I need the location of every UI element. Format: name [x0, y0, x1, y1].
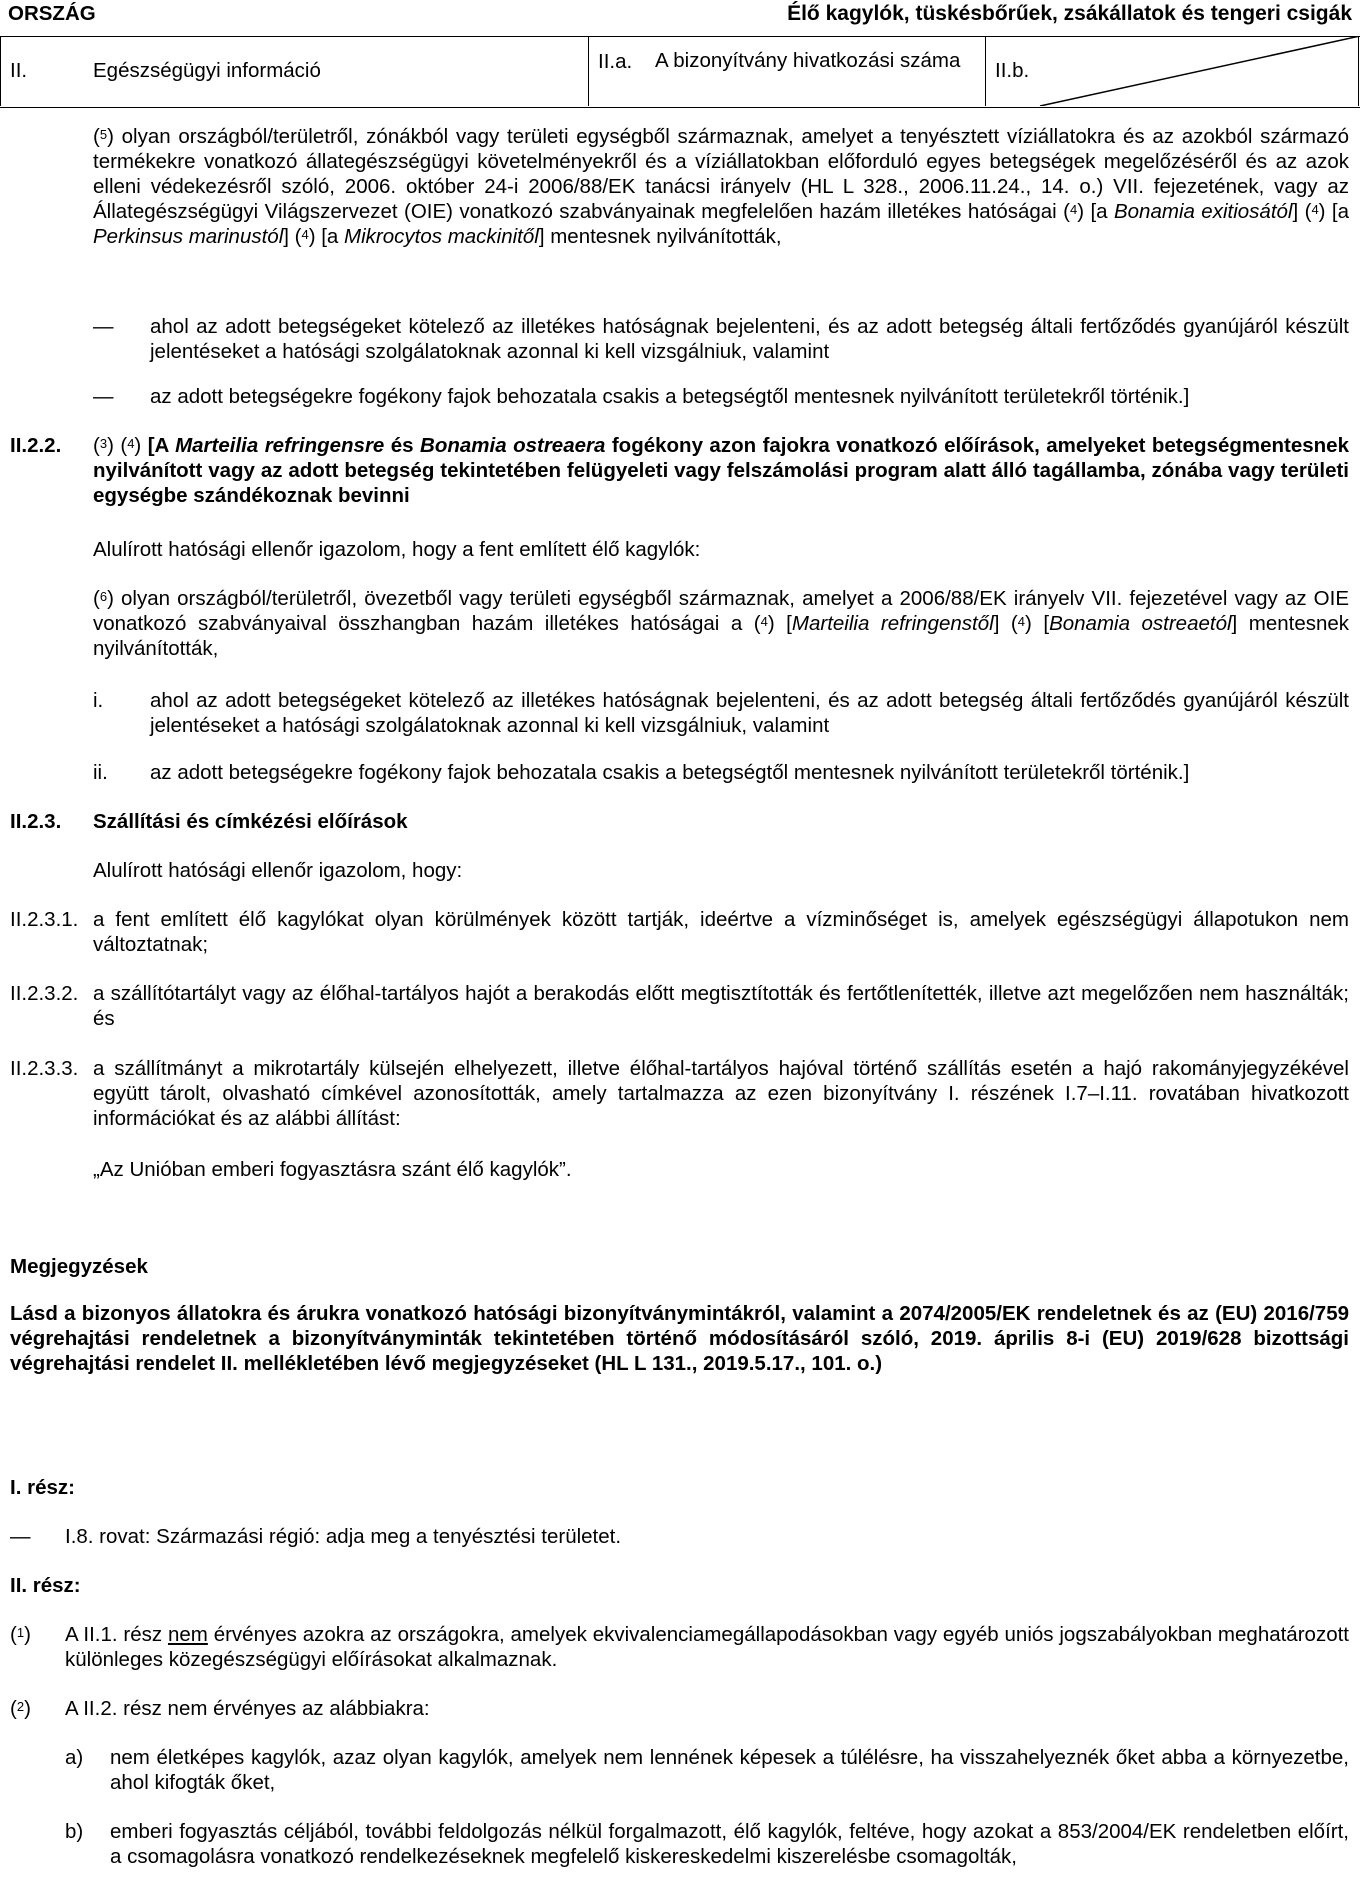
section-number: II.2.3.	[10, 810, 62, 833]
section-number: II.2.3.2.	[10, 982, 79, 1005]
paragraph-origin-6: ($^6$) olyan országból/területről, övezetből vagy területi egységből származnak, amelyet a 2006/88/EK irányelv VII. fejezetével vagy az OIE vonatkozó szabványaival összhangban hazám illetékes hatóságai a ($^4$) [Marteilia refringenstől] ($^4$) [Bonamia ostreaetól] mentesnek nyilvánították,	[93, 587, 1350, 660]
table-col2-num: II.a.	[598, 50, 633, 73]
table-border	[0, 36, 1, 106]
footnote-2-item-b: emberi fogyasztás céljából, további feldolgozás nélkül forgalmazott, élő kagylók, feltéve, hogy azokat a 853/2004/EK rendeletben előírt, a csomagolásra vonatkozó rendelkezéseknek megfelelő kiskereskedelmi kiszerelésbe csomagolták,	[110, 1820, 1349, 1868]
part-1-item: I.8. rovat: Származási régió: adja meg a tenyésztési területet.	[65, 1525, 622, 1548]
part-1-heading: I. rész:	[10, 1476, 75, 1499]
section-2-2-3-1-text: a fent említett élő kagylókat olyan körülmények között tartják, ideértve a vízminőséget is, amelyek egészségügyi állapotukon nem változtatnak;	[93, 908, 1349, 956]
certification-statement: Alulírott hatósági ellenőr igazolom, hogy:	[93, 859, 463, 882]
section-2-2-3-2-text: a szállítótartályt vagy az élőhal-tartályos hajót a berakodás előtt megtisztították és fertőtlenítették, illetve azt megelőzően nem használták; és	[93, 982, 1349, 1030]
section-number: II.2.2.	[10, 434, 62, 457]
list-label: b)	[65, 1820, 84, 1843]
footnote-1: A II.1. rész nem érvényes azokra az országokra, amelyek ekvivalenciamegállapodásokban vagy egyéb uniós jogszabályokban meghatározott különleges közegészségügyi előírásokat alkalmaznak.	[65, 1623, 1349, 1671]
page-header	[0, 0, 1360, 30]
table-col3-num: II.b.	[995, 59, 1030, 82]
table-col1-label: Egészségügyi információ	[93, 59, 321, 82]
roman-label: i.	[93, 689, 104, 712]
paragraph-origin-5: ($^5$) olyan országból/területről, zónákból vagy területi egységből származnak, amelyet a tenyésztett víziállatokra és az azokból származó termékekre vonatkozó állategészségügyi követelményekről és a víziállatokban előforduló egyes betegségek megelőzéséről és az azok elleni védekezésről szóló, 2006. október 24-i 2006/88/EK tanácsi irányelv (HL L 328., 2006.11.24., 14. o.) VII. fejezetének, vagy az Állategészségügyi Világszervezet (OIE) vonatkozó szabványainak megfelelően hazám illetékes hatóságai ($^4$) [a Bonamia exitiosától] ($^4$) [a Perkinsus marinustól] ($^4$) [a Mikrocytos mackinitől] mentesnek nyilvánították,	[93, 125, 1350, 248]
list-label: a)	[65, 1746, 84, 1769]
dash-bullet: —	[93, 315, 114, 338]
dash-bullet: —	[10, 1525, 31, 1548]
table-divider	[588, 36, 589, 106]
notes-intro: Lásd a bizonyos állatokra és árukra vonatkozó hatósági bizonyítványmintákról, valamint a 2074/2005/EK rendeletnek és az (EU) 2016/759 végrehajtási rendeletnek a bizonyítványminták tekintetében történő módosításáról szóló, 2019. április 8-i (EU) 2019/628 bizottsági végrehajtási rendelet II. mellékletében lévő megjegyzéseket (HL L 131., 2019.5.17., 101. o.)	[10, 1302, 1349, 1375]
certificate-title: Élő kagylók, tüskésbőrűek, zsákállatok és tengeri csigák	[787, 2, 1352, 25]
footnote-marker: ($^1$)	[10, 1623, 31, 1646]
section-2-2-3-3-text: a szállítmányt a mikrotartály külsején elhelyezett, illetve élőhal-tartályos hajóval történő szállítás esetén a hajó rakományjegyzékével együtt tárolt, olvasható címkével azonosították, amely tartalmazza az ezen bizonyítvány I. részének I.7–I.11. rovatában hivatkozott információkat és az alábbi állítást:	[93, 1057, 1349, 1130]
table-col1-num: II.	[10, 59, 28, 82]
section-2-2-2-heading: ($^3$) ($^4$) [A Marteilia refringensre és Bonamia ostreaera fogékony azon fajokra vonatkozó előírások, amelyeket betegségmentesnek nyilvánított vagy az adott betegség tekintetében felügyeleti vagy felszámolási program alatt álló tagállamba, zónába vagy területi egységbe szándékoznak bevinni	[93, 434, 1349, 507]
part-2-heading: II. rész:	[10, 1574, 81, 1597]
footnote-2: A II.2. rész nem érvényes az alábbiakra:	[65, 1697, 430, 1720]
footnote-2-item-a: nem életképes kagylók, azaz olyan kagylók, amelyek nem lennének képesek a túlélésre, ha visszahelyeznék őket abba a környezetbe, ahol kifogták őket,	[110, 1746, 1349, 1794]
list-item: ahol az adott betegségeket kötelező az illetékes hatóságnak bejelenteni, és az adott betegség általi fertőződés gyanújáról készült jelentéseket a hatósági szolgálatoknak azonnal ki kell vizsgálniuk, valamint	[150, 689, 1349, 737]
list-item: az adott betegségekre fogékony fajok behozatala csakis a betegségtől mentesnek nyilvánított területekről történik.]	[150, 385, 1190, 408]
section-2-2-3-heading: Szállítási és címkézési előírások	[93, 810, 408, 833]
table-diagonal	[985, 36, 1360, 106]
table-col2-label: A bizonyítvány hivatkozási száma	[655, 49, 961, 72]
section-number: II.2.3.3.	[10, 1057, 79, 1080]
label-quote: „Az Unióban emberi fogyasztásra szánt élő kagylók”.	[93, 1158, 572, 1181]
certification-statement: Alulírott hatósági ellenőr igazolom, hogy a fent említett élő kagylók:	[93, 538, 701, 561]
footnote-marker: ($^2$)	[10, 1697, 31, 1720]
section-number: II.2.3.1.	[10, 908, 79, 931]
dash-bullet: —	[93, 385, 114, 408]
list-item: ahol az adott betegségeket kötelező az illetékes hatóságnak bejelenteni, és az adott betegség általi fertőződés gyanújáról készült jelentéseket a hatósági szolgálatoknak azonnal ki kell vizsgálniuk, valamint	[150, 315, 1349, 363]
country-label: ORSZÁG	[8, 2, 96, 25]
roman-label: ii.	[93, 761, 108, 784]
notes-heading: Megjegyzések	[10, 1255, 148, 1278]
list-item: az adott betegségekre fogékony fajok behozatala csakis a betegségtől mentesnek nyilvánított területekről történik.]	[150, 761, 1190, 784]
